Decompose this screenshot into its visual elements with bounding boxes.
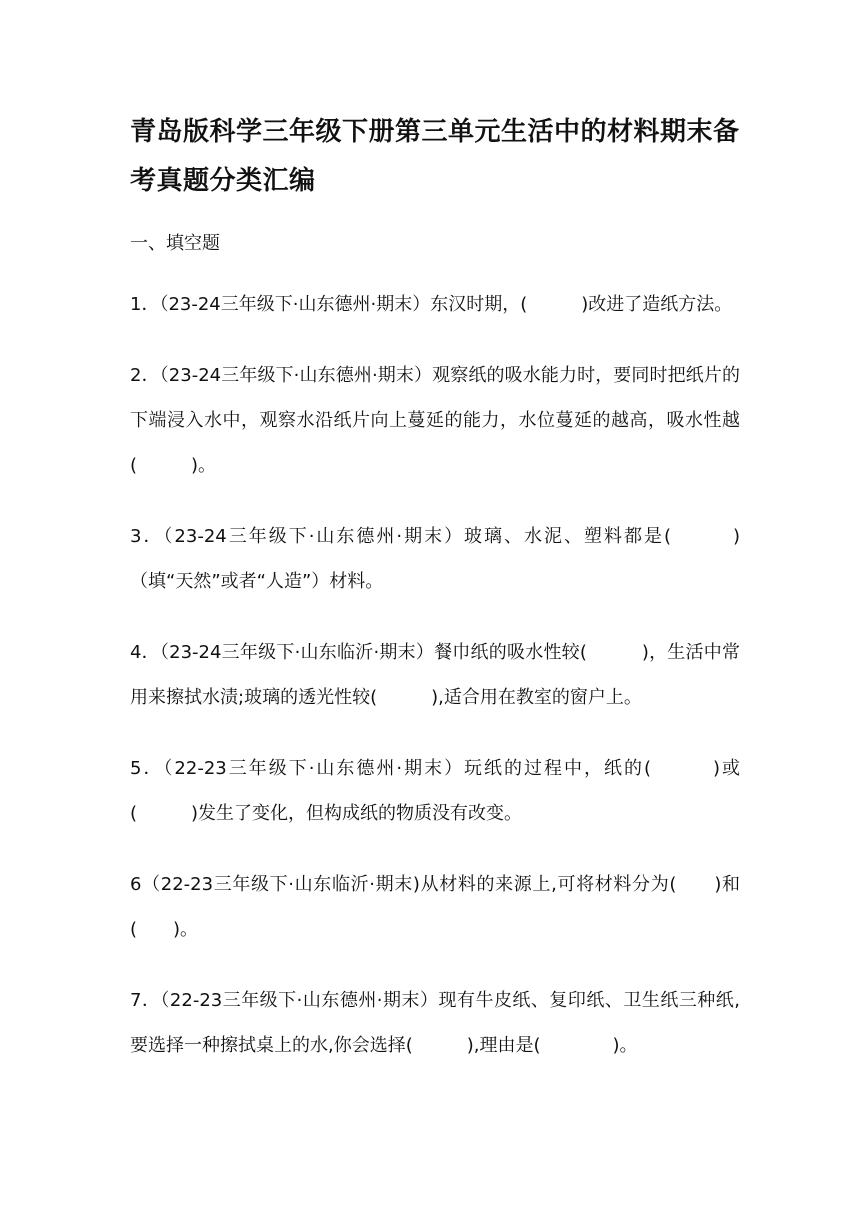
question-7: 7．（22-23三年级下·山东德州·期末）现有牛皮纸、复印纸、卫生纸三种纸,要选择一种擦拭桌上的水,你会选择( ),理由是( )。 (130, 990, 740, 1056)
question-5: 5．（22-23三年级下·山东德州·期末）玩纸的过程中，纸的( )或( )发生了变化，但构成纸的物质没有改变。 (130, 758, 740, 824)
question-3: 3．（23-24三年级下·山东德州·期末）玻璃、水泥、塑料都是( )（填“天然”或者“人造”）材料。 (130, 526, 740, 592)
question-4: 4．（23-24三年级下·山东临沂·期末）餐巾纸的吸水性较( )，生活中常用来擦拭水渍;玻璃的透光性较( ),适合用在教室的窗户上。 (130, 642, 740, 708)
question-1: 1．（23-24三年级下·山东德州·期末）东汉时期，( )改进了造纸方法。 (130, 294, 733, 315)
question-6: 6（22-23三年级下·山东临沂·期末)从材料的来源上,可将材料分为( )和( )。 (130, 874, 740, 940)
question-list (130, 282, 740, 1068)
question-2: 2．（23-24三年级下·山东德州·期末）观察纸的吸水能力时，要同时把纸片的下端浸入水中，观察水沿纸片向上蔓延的能力，水位蔓延的越高，吸水性越( )。 (130, 365, 740, 476)
document-title: 青岛版科学三年级下册第三单元生活中的材料期末备考真题分类汇编 (130, 117, 740, 196)
document-content (130, 108, 740, 1094)
section-heading: 一、填空题 (130, 233, 220, 254)
